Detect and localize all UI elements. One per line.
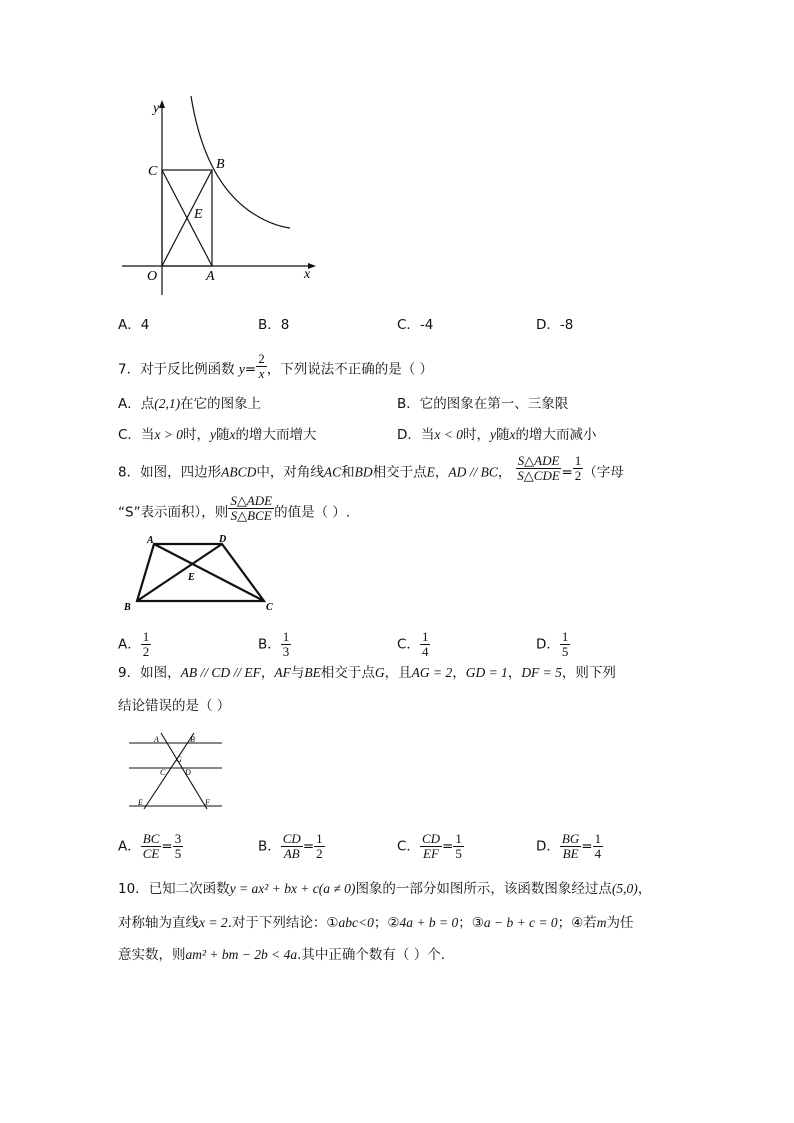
- label-G: G: [176, 755, 182, 764]
- label-B: B: [124, 602, 131, 613]
- q10-stem-line1: 10．已知二次函数y = ax² + bx + c(a ≠ 0)图象的一部分如图所示，该函数图象经过点(5,0)，: [118, 881, 652, 897]
- q6-option-b[interactable]: B．8: [258, 317, 290, 333]
- q9-option-c[interactable]: C． $\frac{CD}{EF}$ = $\frac{1}{5}$: [397, 831, 462, 861]
- label-D: D: [219, 534, 227, 545]
- q9-figure: [125, 730, 225, 812]
- label-B: B: [216, 157, 225, 172]
- q10-stem-line2: 对称轴为直线x = 2.对于下列结论：①abc<0；②4a + b = 0；③a − b + c = 0；④若m为任: [118, 915, 634, 931]
- q7-option-c[interactable]: C．当x > 0时，y随x的增大而增大: [118, 427, 317, 443]
- q8-stem-line2: “S”表示面积），则 $\frac{\text{S△ADE}}{\text{S△BCE}}$ 的值是（ ）.: [118, 493, 351, 523]
- label-y: y: [153, 101, 160, 116]
- trapezoid-ABCD: [137, 544, 264, 601]
- label-B: B: [190, 735, 195, 744]
- q9-option-b[interactable]: B． $\frac{CD}{AB}$ = $\frac{1}{2}$: [258, 831, 323, 861]
- q7-option-a[interactable]: A．点(2,1)在它的图象上: [118, 396, 262, 412]
- q6-option-c[interactable]: C．-4: [397, 317, 434, 333]
- q8-option-a[interactable]: A． $\frac{1}{2}$: [118, 629, 150, 659]
- label-C: C: [266, 602, 273, 613]
- label-A: A: [154, 735, 159, 744]
- line-AF: [161, 733, 207, 809]
- q6-option-d[interactable]: D．-8: [536, 317, 574, 333]
- q10-stem-line3: 意实数，则am² + bm − 2b < 4a.其中正确个数有（ ）个.: [118, 947, 446, 963]
- label-O: O: [147, 269, 158, 284]
- q7-option-d[interactable]: D．当x < 0时，y随x的增大而减小: [397, 427, 597, 443]
- q9-option-a[interactable]: A． $\frac{BC}{CE}$ = $\frac{3}{5}$: [118, 831, 182, 861]
- label-C: C: [148, 164, 158, 179]
- hyperbola-curve: [191, 96, 290, 228]
- label-D: D: [185, 768, 191, 777]
- label-E: E: [194, 207, 203, 222]
- label-E: E: [188, 572, 195, 583]
- q8-option-c[interactable]: C． $\frac{1}{4}$: [397, 629, 429, 659]
- q6-option-a[interactable]: A．4: [118, 317, 150, 333]
- q8-stem-line1: 8．如图，四边形ABCD中，对角线AC和BD相交于点E，AD // BC， $\frac{\text{S△ADE}}{\text{S△CDE}}$ = $\frac{1}{2}$ （字母: [118, 453, 624, 483]
- q8-figure: [118, 532, 283, 614]
- label-F: F: [205, 798, 210, 807]
- label-A: A: [206, 269, 215, 284]
- label-C: C: [160, 768, 166, 777]
- q8-option-b[interactable]: B． $\frac{1}{3}$: [258, 629, 290, 659]
- q7-stem: 7．对于反比例函数 y= $\frac{2}{x}$ ，下列说法不正确的是（ ）: [118, 351, 433, 381]
- q9-option-d[interactable]: D． $\frac{BG}{BE}$ = $\frac{1}{4}$: [536, 831, 602, 861]
- q6-figure: [115, 95, 325, 295]
- label-E: E: [138, 798, 143, 807]
- label-A: A: [147, 535, 154, 546]
- q8-option-d[interactable]: D． $\frac{1}{5}$: [536, 629, 569, 659]
- q7-option-b[interactable]: B．它的图象在第一、三象限: [397, 396, 569, 412]
- q9-stem-line1: 9．如图，AB // CD // EF，AF与BE相交于点G，且AG = 2，GD = 1，DF = 5，则下列: [118, 665, 616, 681]
- q9-stem-line2: 结论错误的是（ ）: [118, 698, 231, 714]
- label-x: x: [304, 267, 311, 282]
